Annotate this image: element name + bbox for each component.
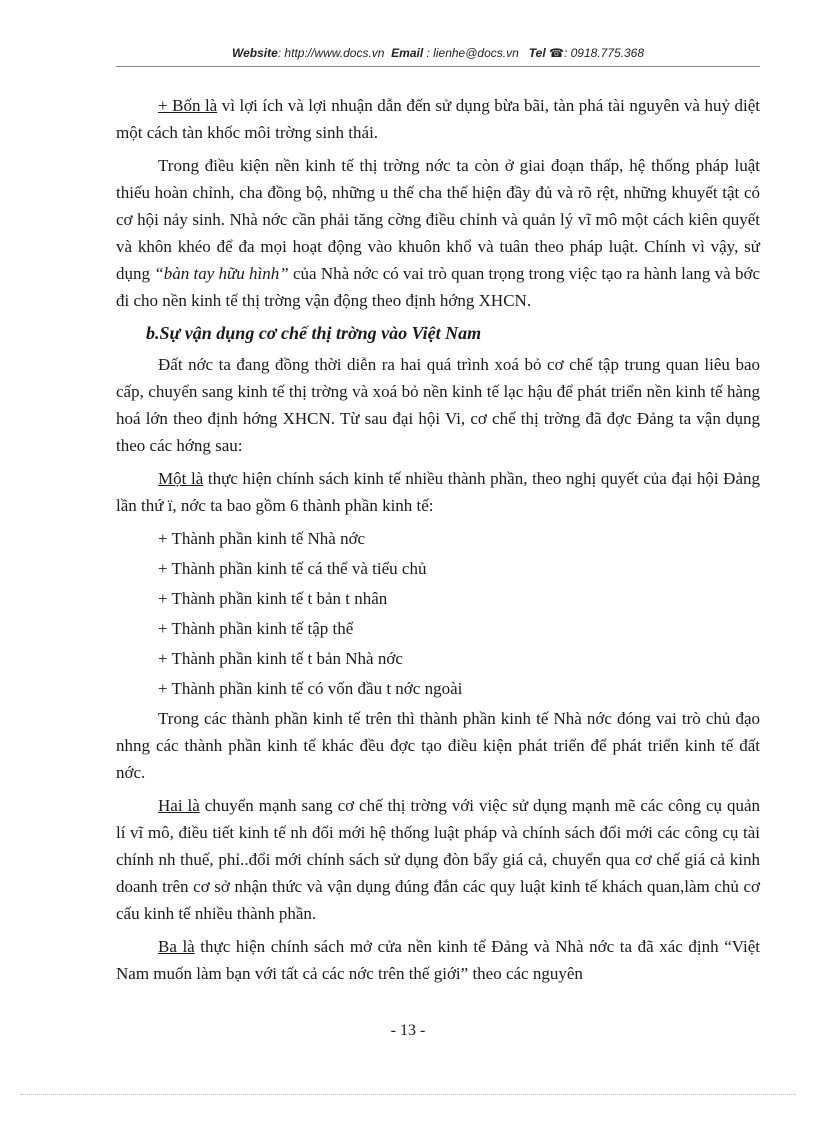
document-body (116, 92, 760, 993)
list-item: + Thành phần kinh tế có vốn đầu t nớc ngoài (158, 679, 463, 698)
paragraph-lead: Một là (158, 469, 204, 488)
paragraph-dieu-kien (116, 152, 760, 314)
email-value[interactable]: : lienhe@docs.vn (426, 46, 519, 60)
quote-ban-tay-huu-hinh: “bàn tay hữu hình” (154, 264, 289, 283)
paragraph-text: thực hiện chính sách mở cửa nền kinh tế Đảng và Nhà nớc ta đã xác định “Việt Nam muốn làm bạn với tất cả các nớc trên thế giới” theo các nguyên (116, 937, 760, 983)
header-divider (116, 66, 760, 67)
paragraph-text: chuyển mạnh sang cơ chế thị trờng với việc sử dụng mạnh mẽ các công cụ quản lí vĩ mô, điều tiết kinh tế nh đổi mới hệ thống luật pháp và chính sách đổi mới các công cụ tài chính nh thuế, phỉ..đổi mới chính sách sử dụng đòn bẩy giá cả, chuyển qua cơ chế giá cả kinh doanh trên cơ sở nhận thức và vận dụng đúng đắn các quy luật kinh tế khách quan,làm chủ cơ cấu kinh tế nhiều thành phần. (116, 796, 760, 923)
paragraph-ba-la (116, 933, 760, 987)
list-item: + Thành phần kinh tế tập thể (158, 619, 354, 638)
paragraph-text: vì lợi ích và lợi nhuận dẫn đến sử dụng bừa bãi, tàn phá tài nguyên và huỷ diệt một cách tàn khốc môi trờng sinh thái. (116, 96, 760, 142)
page-bottom-divider (20, 1094, 796, 1095)
tel-label: Tel ☎ (528, 46, 564, 60)
paragraph-bon-la (116, 92, 760, 146)
paragraph-text-tail: của Nhà nớc có vai trò quan trọng trong việc tạo ra hành lang và bớc đi cho nền kinh tế thị trờng vận động theo định hớng XHCN. (116, 264, 760, 310)
paragraph-lead: Ba là (158, 937, 195, 956)
email-label: Email (391, 46, 424, 60)
section-heading: b.Sự vận dụng cơ chế thị trờng vào Việt Nam (146, 323, 482, 343)
list-item: + Thành phần kinh tế cá thể và tiểu chủ (158, 559, 427, 578)
tel-value: : 0918.775.368 (563, 46, 645, 60)
page-number: - 13 - (390, 1022, 426, 1039)
list-item: + Thành phần kinh tế t bản Nhà nớc (158, 649, 403, 668)
list-item: + Thành phần kinh tế Nhà nớc (158, 529, 366, 548)
paragraph-text: thực hiện chính sách kinh tế nhiều thành phần, theo nghị quyết của đại hội Đảng lần thứ ï, nớc ta bao gồm 6 thành phần kinh tế: (116, 469, 761, 515)
website-value[interactable]: : http://www.docs.vn (277, 46, 385, 60)
paragraph-thanh-phan: Trong các thành phần kinh tế trên thì thành phần kinh tế Nhà nớc đóng vai trò chủ đạo nhng các thành phần kinh tế khác đều đợc tạo điều kiện phát triển để phát triển kinh tế đất nớc. (116, 709, 760, 782)
page-header (116, 46, 760, 60)
list-item: + Thành phần kinh tế t bản t nhân (158, 589, 388, 608)
paragraph-lead: + Bốn là (158, 96, 218, 115)
paragraph-dat-nuoc: Đất nớc ta đang đồng thời diễn ra hai quá trình xoá bỏ cơ chế tập trung quan liêu bao cấp, chuyển sang kinh tế thị trờng và xoá bỏ nền kinh tế lạc hậu để phát triển nền kinh tế hàng hoá lớn theo định hớng XHCN. Từ sau đại hội Vi, cơ chế thị trờng đã đợc Đảng ta vận dụng theo các hớng sau: (116, 355, 760, 455)
paragraph-lead: Hai là (158, 796, 200, 815)
paragraph-mot-la (116, 465, 760, 519)
paragraph-hai-la (116, 792, 760, 927)
website-label: Website (231, 46, 278, 60)
paragraph-text: Trong điều kiện nền kinh tế thị trờng nớc ta còn ở giai đoạn thấp, hệ thống pháp luật thiếu hoàn chỉnh, cha đồng bộ, những u thế cha thể hiện đầy đủ và rõ rệt, những khuyết tật có cơ hội nảy sinh. Nhà nớc cần phải tăng cờng điều chỉnh và quản lý vĩ mô một cách kiên quyết và khôn khéo để đa mọi hoạt động vào khuôn khổ và tuân theo pháp luật. Chính vì vậy, sử dụng (116, 156, 760, 283)
